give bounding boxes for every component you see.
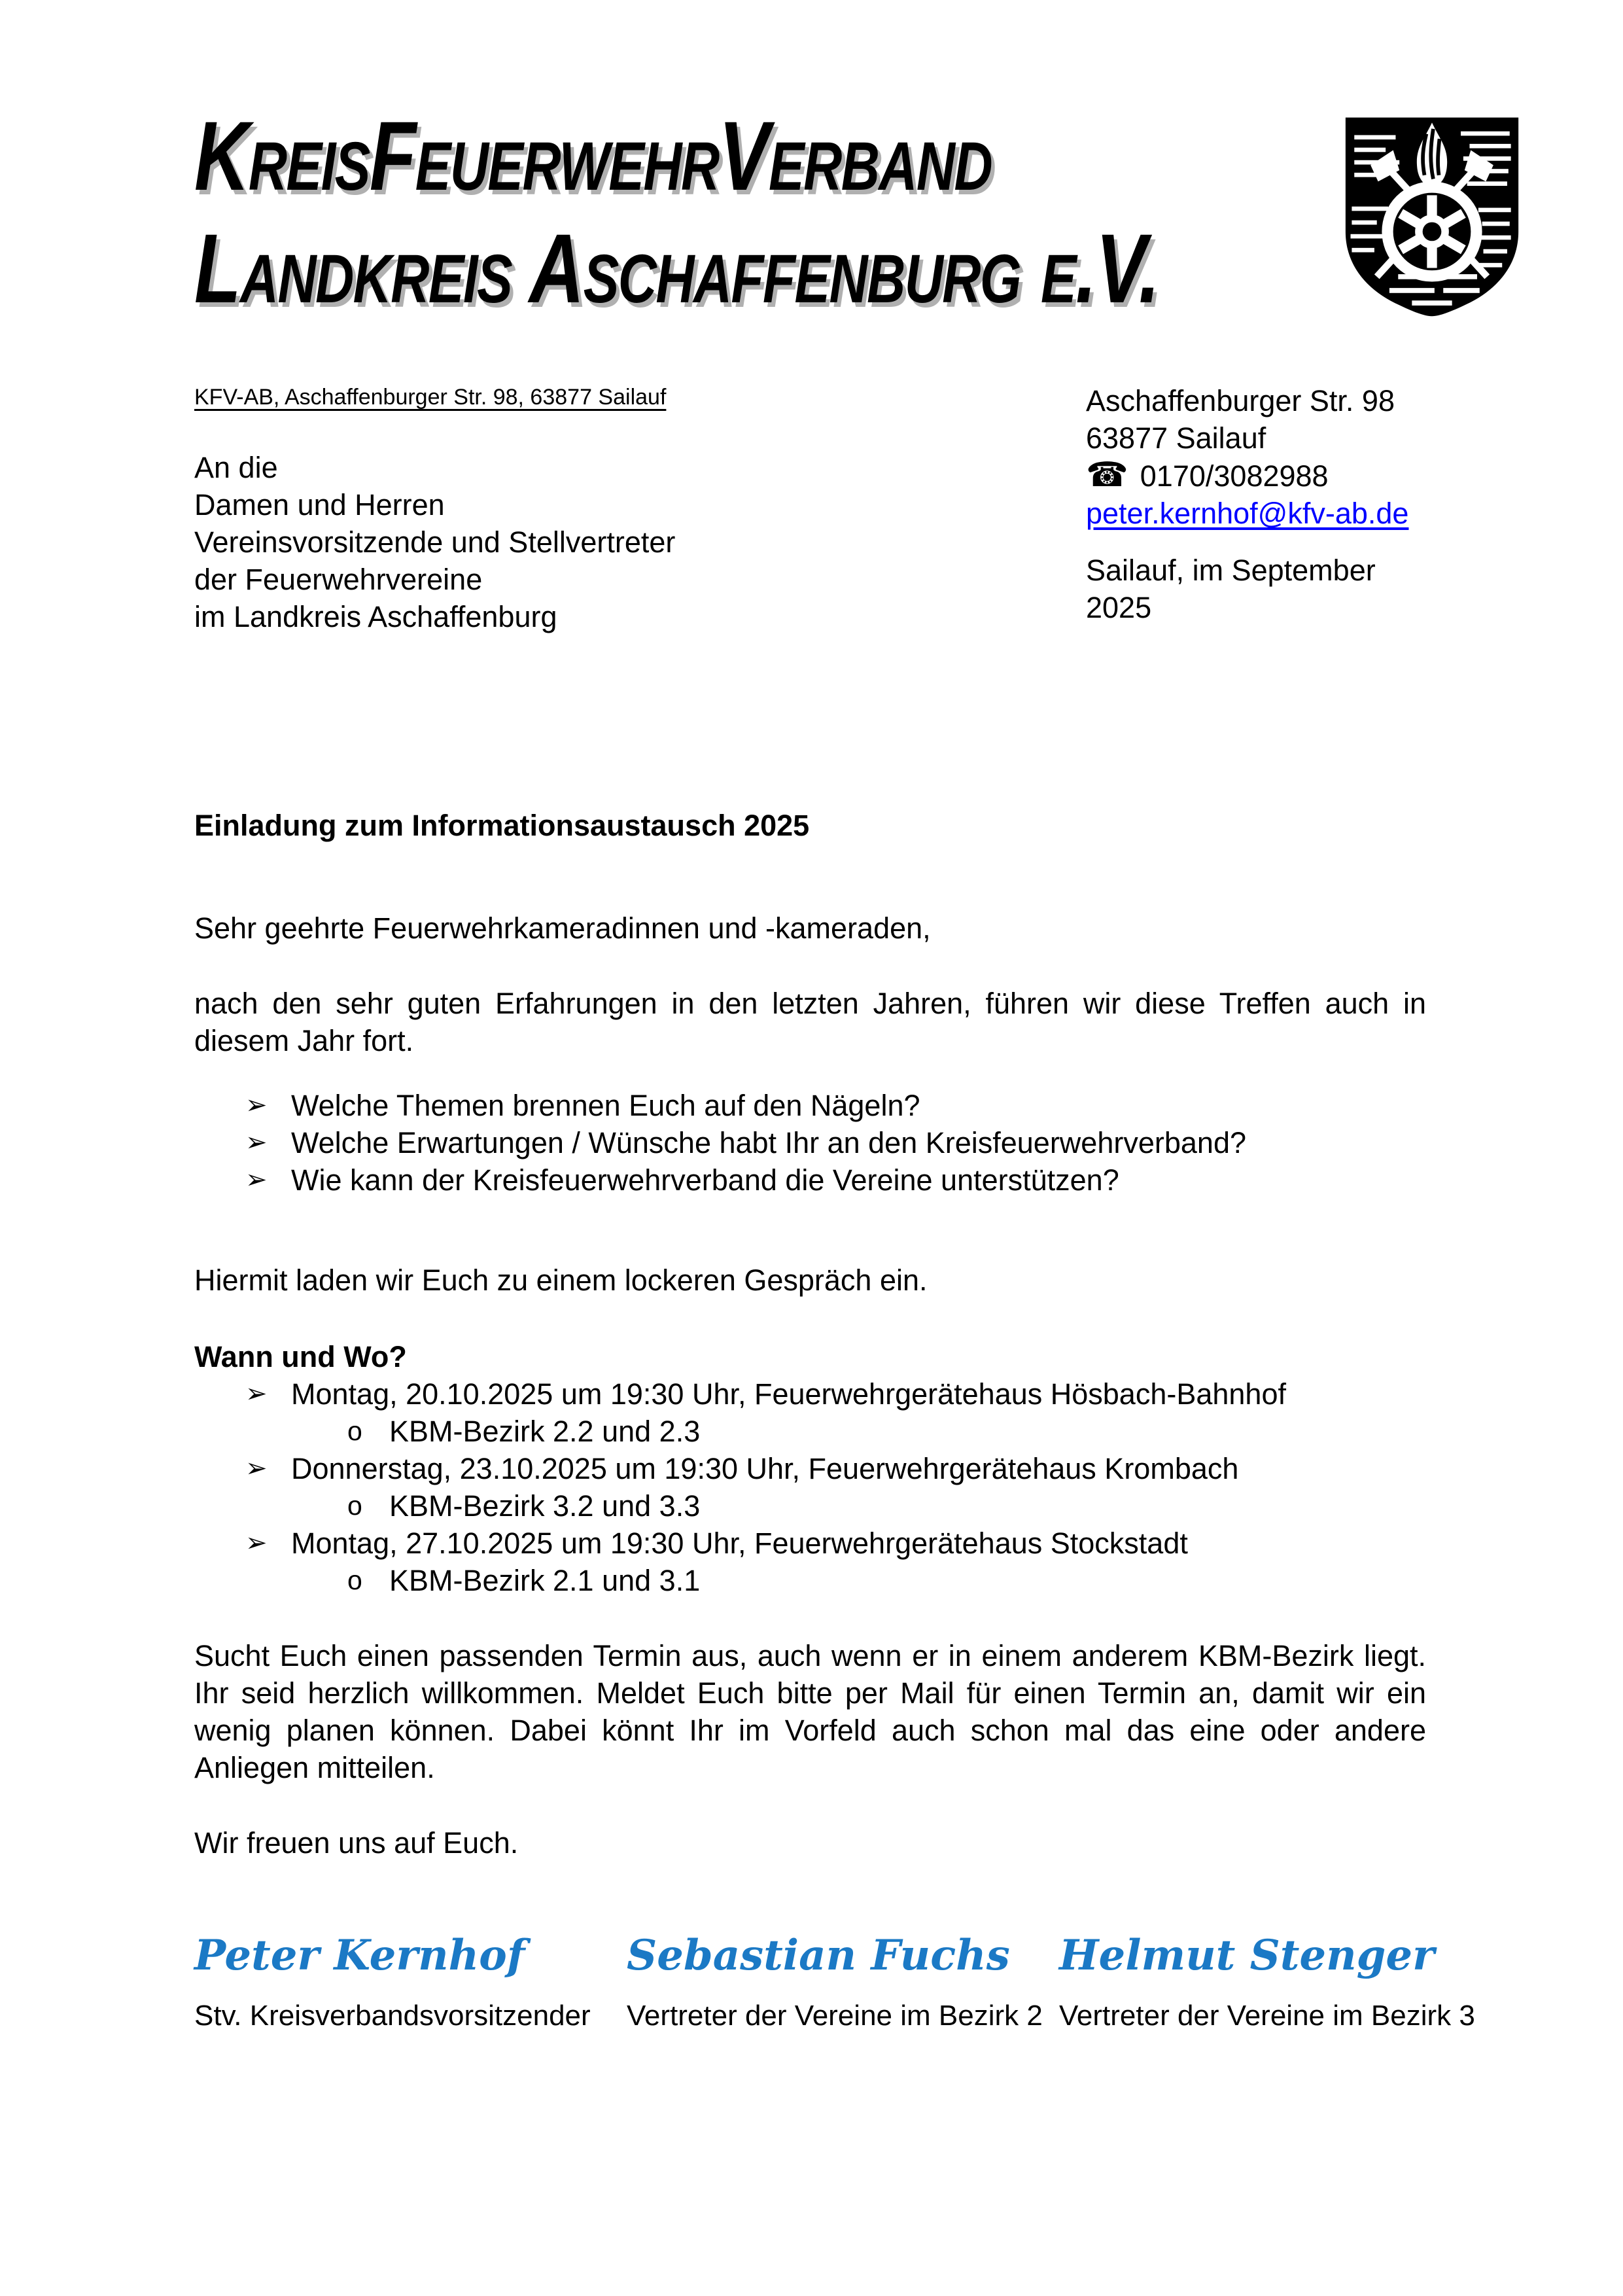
signature-block <box>1059 1926 1571 2034</box>
circle-bullet-icon: o <box>347 1565 362 1595</box>
invite-line: Hiermit laden wir Euch zu einem lockeren Gespräch ein. <box>194 1263 928 1297</box>
signature-name: Sebastian Fuchs <box>627 1931 1010 1980</box>
arrow-bullet-icon: ➢ <box>245 1454 268 1483</box>
contact-phone-number: 0170/3082988 <box>1140 459 1329 493</box>
kbm-text: KBM-Bezirk 2.1 und 3.1 <box>389 1564 701 1597</box>
arrow-bullet-icon: ➢ <box>245 1091 268 1120</box>
recipient-line: Vereinsvorsitzende und Stellvertreter <box>194 525 676 559</box>
question-text: Wie kann der Kreisfeuerwehrverband die Vereine unterstützen? <box>291 1163 1119 1197</box>
arrow-bullet-icon: ➢ <box>245 1128 268 1157</box>
intro-paragraph: nach den sehr guten Erfahrungen in den letzten Jahren, führen wir diese Treffen auch in diesem Jahr fort. <box>194 987 1426 1057</box>
date-text: Montag, 27.10.2025 um 19:30 Uhr, Feuerwehrgerätehaus Stockstadt <box>291 1527 1188 1560</box>
letterhead <box>0 0 1623 325</box>
signature-block <box>194 1926 627 2034</box>
email-link[interactable]: peter.kernhof@kfv-ab.de <box>1086 497 1409 530</box>
fire-brigade-crest-logo <box>1336 113 1527 319</box>
contact-street: Aschaffenburger Str. 98 <box>1086 384 1395 417</box>
signature-name: Peter Kernhof <box>194 1931 525 1980</box>
question-item <box>194 1124 1426 1161</box>
place-date-line: Sailauf, im September 2025 <box>1086 554 1376 624</box>
arrow-bullet-icon: ➢ <box>245 1165 268 1194</box>
salutation: Sehr geehrte Feuerwehrkameradinnen und -kameraden, <box>194 911 931 945</box>
circle-bullet-icon: o <box>347 1491 362 1521</box>
letter-body <box>194 807 1426 1862</box>
org-title-line-2: Landkreis Aschaffenburg e.V. <box>194 213 1159 323</box>
contact-city: 63877 Sailauf <box>1086 421 1266 455</box>
kbm-text: KBM-Bezirk 2.2 und 2.3 <box>389 1415 701 1448</box>
when-where-heading: Wann und Wo? <box>194 1340 407 1373</box>
date-text: Donnerstag, 23.10.2025 um 19:30 Uhr, Feuerwehrgerätehaus Krombach <box>291 1452 1239 1485</box>
date-item <box>194 1450 1426 1487</box>
arrow-bullet-icon: ➢ <box>245 1528 268 1557</box>
kbm-sub-item <box>194 1487 1426 1525</box>
question-list <box>194 1087 1426 1199</box>
recipient-line: Damen und Herren <box>194 488 445 521</box>
recipient-line: An die <box>194 451 278 484</box>
arrow-bullet-icon: ➢ <box>245 1379 268 1408</box>
circle-bullet-icon: o <box>347 1416 362 1446</box>
recipient-block <box>194 449 1086 635</box>
kbm-sub-item <box>194 1562 1426 1599</box>
recipient-line: im Landkreis Aschaffenburg <box>194 600 557 633</box>
date-text: Montag, 20.10.2025 um 19:30 Uhr, Feuerwehrgerätehaus Hösbach-Bahnhof <box>291 1377 1286 1411</box>
telephone-icon: ☎ <box>1086 456 1128 494</box>
signature-role: Vertreter der Vereine im Bezirk 3 <box>1059 2000 1475 2032</box>
signature-role: Vertreter der Vereine im Bezirk 2 <box>627 2000 1043 2032</box>
question-item <box>194 1161 1426 1199</box>
date-list <box>194 1375 1426 1599</box>
date-item <box>194 1375 1426 1413</box>
date-item <box>194 1525 1426 1562</box>
org-title-line-1: KreisFeuerwehrVerband <box>194 101 992 211</box>
address-section <box>194 382 1426 635</box>
signature-section <box>194 1926 1571 2034</box>
contact-block <box>1086 382 1426 635</box>
outro-paragraph: Sucht Euch einen passenden Termin aus, auch wenn er in einem anderem KBM-Bezirk liegt. Ihr seid herzlich willkommen. Meldet Euch bitte per Mail für einen Termin an, damit wir ein wenig planen können. Dabei könnt Ihr im Vorfeld auch schon mal das eine oder andere Anliegen mitteilen. <box>194 1639 1426 1784</box>
kbm-sub-item <box>194 1413 1426 1450</box>
signature-block <box>627 1926 1059 2034</box>
subject-line: Einladung zum Informationsaustausch 2025 <box>194 809 810 842</box>
signature-role: Stv. Kreisverbandsvorsitzender <box>194 2000 591 2032</box>
recipient-line: der Feuerwehrvereine <box>194 563 483 596</box>
closing-line: Wir freuen uns auf Euch. <box>194 1826 519 1860</box>
question-item <box>194 1087 1426 1124</box>
kbm-text: KBM-Bezirk 3.2 und 3.3 <box>389 1489 701 1523</box>
question-text: Welche Erwartungen / Wünsche habt Ihr an den Kreisfeuerwehrverband? <box>291 1126 1246 1159</box>
sender-return-address: KFV-AB, Aschaffenburger Str. 98, 63877 Sailauf <box>194 385 667 410</box>
contact-phone-row <box>1086 457 1426 495</box>
question-text: Welche Themen brennen Euch auf den Nägeln? <box>291 1089 920 1122</box>
signature-name: Helmut Stenger <box>1059 1931 1435 1980</box>
